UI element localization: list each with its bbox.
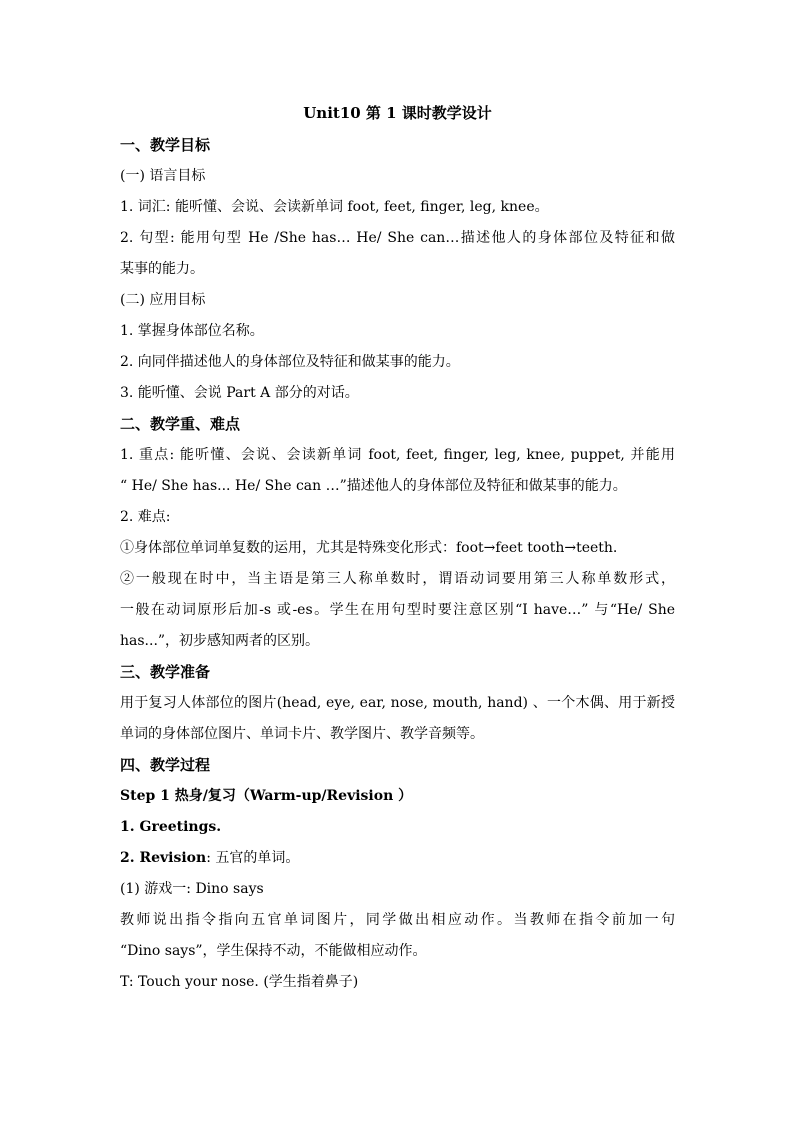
difficulty-item-2-line1: ②一般现在时中，当主语是第三人称单数时，谓语动词要用第三人称单数形式， <box>120 571 675 587</box>
revision-label: 2. Revision <box>120 850 207 866</box>
objective-sentence-line1: 2. 句型: 能用句型 He /She has… He/ She can…描述他人的身体部位及特征和做 <box>120 230 675 246</box>
step-1-heading: Step 1 热身/复习（Warm-up/Revision ） <box>120 788 413 804</box>
game-1-title: (1) 游戏一: Dino says <box>120 881 264 897</box>
difficulty-item-2-line2: 一般在动词原形后加-s 或-es。学生在用句型时要注意区别“I have…” 与“He/ She <box>120 602 675 618</box>
application-goal-2: 2. 向同伴描述他人的身体部位及特征和做某事的能力。 <box>120 354 460 370</box>
teacher-instruction: T: Touch your nose. (学生指着鼻子) <box>120 974 359 990</box>
objective-sentence-line2: 某事的能力。 <box>120 261 204 277</box>
difficulty-item-1: ①身体部位单词单复数的运用，尤其是特殊变化形式：foot→feet tooth→teeth. <box>120 540 618 556</box>
section-heading-process: 四、教学过程 <box>120 756 211 774</box>
preparation-line1: 用于复习人体部位的图片(head, eye, ear, nose, mouth, hand) 、一个木偶、用于新授 <box>120 695 675 711</box>
subheading-application-goals: (二) 应用目标 <box>120 292 206 308</box>
greetings-item: 1. Greetings. <box>120 819 222 835</box>
game-1-desc-line1: 教师说出指令指向五官单词图片，同学做出相应动作。当教师在指令前加一句 <box>120 912 675 928</box>
game-1-desc-line2: “Dino says”，学生保持不动，不能做相应动作。 <box>120 943 427 959</box>
document-title: Unit10 第 1 课时教学设计 <box>303 104 492 122</box>
key-point-line1: 1. 重点: 能听懂、会说、会读新单词 foot, feet, finger, leg, knee, puppet, 并能用 <box>120 447 675 463</box>
revision-item <box>120 843 675 874</box>
revision-text: : 五官的单词。 <box>206 850 300 866</box>
subheading-language-goals: (一) 语言目标 <box>120 168 206 184</box>
objective-vocabulary: 1. 词汇: 能听懂、会说、会读新单词 foot, feet, finger, leg, knee。 <box>120 199 549 215</box>
document-page <box>120 100 675 998</box>
preparation-line2: 单词的身体部位图片、单词卡片、教学图片、教学音频等。 <box>120 726 484 742</box>
application-goal-3: 3. 能听懂、会说 Part A 部分的对话。 <box>120 385 359 401</box>
section-heading-objectives: 一、教学目标 <box>120 136 211 154</box>
key-point-line2: “ He/ She has... He/ She can …”描述他人的身体部位及特征和做某事的能力。 <box>120 478 627 494</box>
section-heading-key-points: 二、教学重、难点 <box>120 415 241 433</box>
difficulty-item-2-line3: has...”，初步感知两者的区别。 <box>120 633 320 649</box>
difficulty-label: 2. 难点: <box>120 509 171 525</box>
section-heading-preparation: 三、教学准备 <box>120 663 211 681</box>
application-goal-1: 1. 掌握身体部位名称。 <box>120 323 264 339</box>
